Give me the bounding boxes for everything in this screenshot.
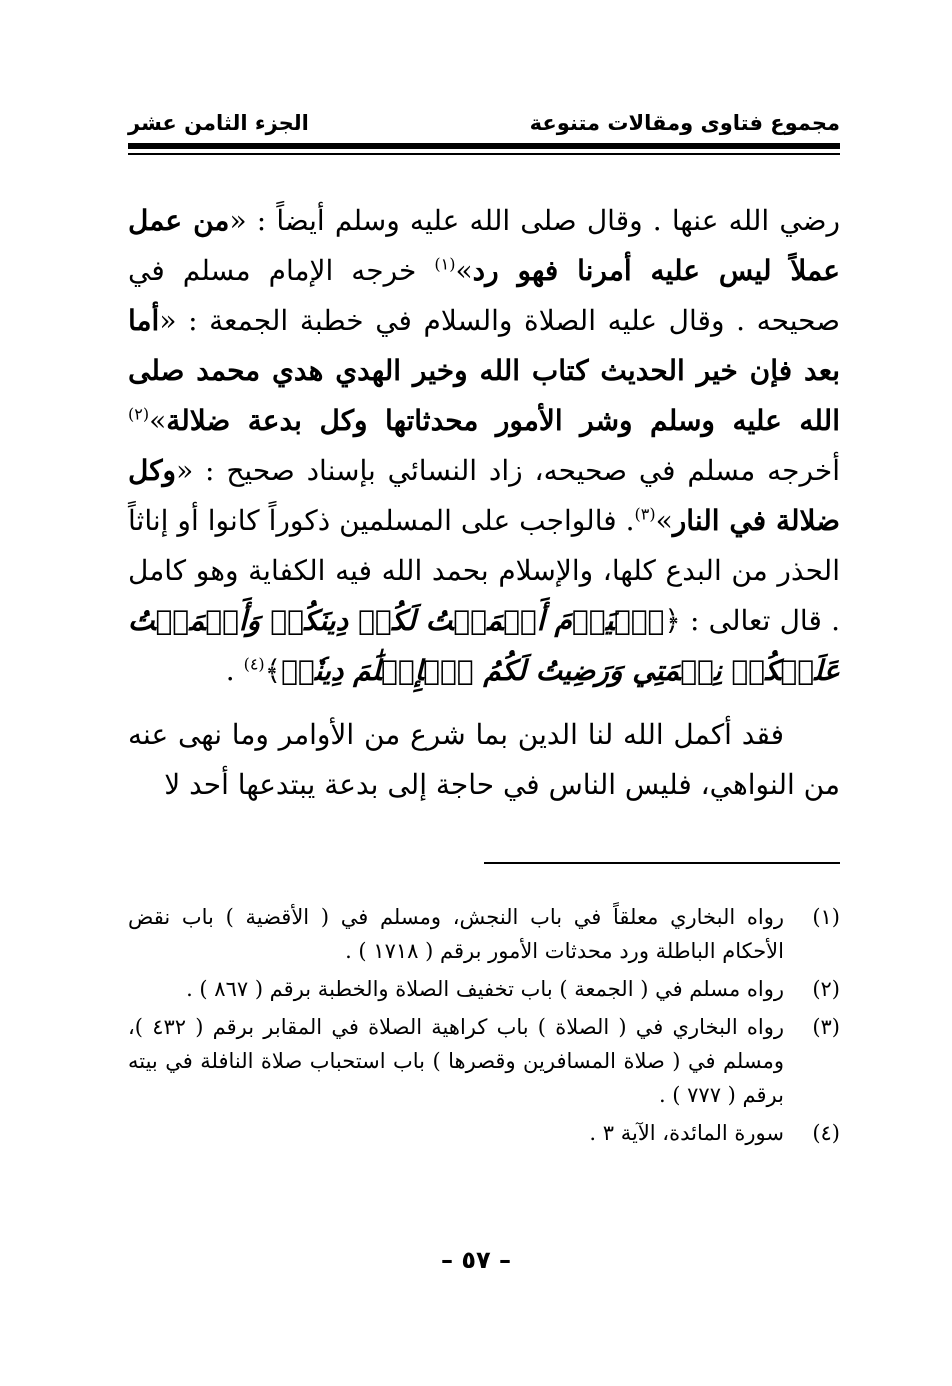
main-text bbox=[128, 196, 840, 810]
footnote-ref-2[interactable]: (٢) bbox=[128, 404, 150, 424]
volume-label: الجزء الثامن عشر bbox=[128, 111, 309, 135]
paragraph-1 bbox=[128, 196, 840, 696]
footnote-ref-1[interactable]: (١) bbox=[434, 254, 456, 274]
page-number: – ٥٧ – bbox=[440, 1246, 511, 1274]
text-segment: . فالواجب على المسلمين ذكوراً كانوا أو إناثاً الحذر من البدع كلها، والإسلام بحمد الله فيه الكفاية وهو كامل . قال تعالى : ﴿ bbox=[128, 504, 840, 637]
footnote-number: (١) bbox=[812, 905, 840, 929]
running-header bbox=[128, 108, 840, 138]
header-rule-thick bbox=[128, 143, 840, 149]
footnote-1 bbox=[128, 900, 840, 968]
footnote-2 bbox=[128, 972, 840, 1006]
footnote-text: رواه البخاري معلقاً في باب النجش، ومسلم في ( الأقضية ) باب نقض الأحكام الباطلة ورد محدثات الأمور برقم ( ١٧١٨ ) . bbox=[128, 905, 784, 963]
quote-close: » bbox=[455, 254, 473, 287]
verse-close: ﴾ bbox=[264, 654, 282, 687]
text-segment: خرجه الإمام مسلم في صحيحه . وقال عليه الصلاة والسلام في خطبة الجمعة : « bbox=[128, 254, 840, 337]
text-segment: أخرجه مسلم في صحيحه، زاد النسائي بإسناد صحيح : « bbox=[176, 454, 841, 487]
footnote-separator bbox=[484, 862, 840, 864]
footnote-ref-3[interactable]: (٣) bbox=[634, 504, 656, 524]
footnote-4 bbox=[128, 1116, 840, 1150]
hadith-quote-1: من عمل عملاً ليس عليه أمرنا فهو رد bbox=[128, 204, 840, 287]
quote-close: » bbox=[655, 504, 673, 537]
footnote-number: (٤) bbox=[812, 1121, 840, 1145]
text-segment: . bbox=[225, 654, 244, 687]
footnote-text: رواه مسلم في ( الجمعة ) باب تخفيف الصلاة والخطبة برقم ( ٨٦٧ ) . bbox=[186, 977, 784, 1001]
footnote-3 bbox=[128, 1010, 840, 1112]
text-segment: رضي الله عنها . وقال صلى الله عليه وسلم أيضاً : « bbox=[229, 204, 840, 237]
hadith-quote-2: أما بعد فإن خير الحديث كتاب الله وخير الهدي هدي محمد صلى الله عليه وسلم وشر الأمور محدثاتها وكل بدعة ضلالة bbox=[128, 304, 840, 437]
footnote-number: (٣) bbox=[812, 1015, 840, 1039]
book-title: مجموع فتاوى ومقالات متنوعة bbox=[529, 111, 840, 135]
quote-close: » bbox=[149, 404, 167, 437]
footnote-ref-4[interactable]: (٤) bbox=[243, 654, 265, 674]
footnotes bbox=[128, 900, 840, 1154]
footnote-number: (٢) bbox=[812, 977, 840, 1001]
header-rule-thin bbox=[128, 153, 840, 155]
paragraph-2: فقد أكمل الله لنا الدين بما شرع من الأوامر وما نهى عنه من النواهي، فليس الناس في حاجة إلى بدعة يبتدعها أحد لا bbox=[128, 718, 840, 801]
hadith-quote-3: وكل ضلالة في النار bbox=[128, 454, 840, 537]
footnote-text: رواه البخاري في ( الصلاة ) باب كراهية الصلاة في المقابر برقم ( ٤٣٢ )، ومسلم في ( صلاة المسافرين وقصرها ) باب استحباب صلاة النافلة في بيته برقم ( ٧٧٧ ) . bbox=[128, 1015, 784, 1107]
quran-verse: ٱلۡيَوۡمَ أَكۡمَلۡتُ لَكُمۡ دِينَكُمۡ وَأَتۡمَمۡتُ عَلَيۡكُمۡ نِعۡمَتِي وَرَضِيتُ لَكُمُ ٱلۡإِسۡلَٰمَ دِينٗاۚ bbox=[128, 604, 840, 687]
footnote-text: سورة المائدة، الآية ٣ . bbox=[589, 1121, 784, 1145]
